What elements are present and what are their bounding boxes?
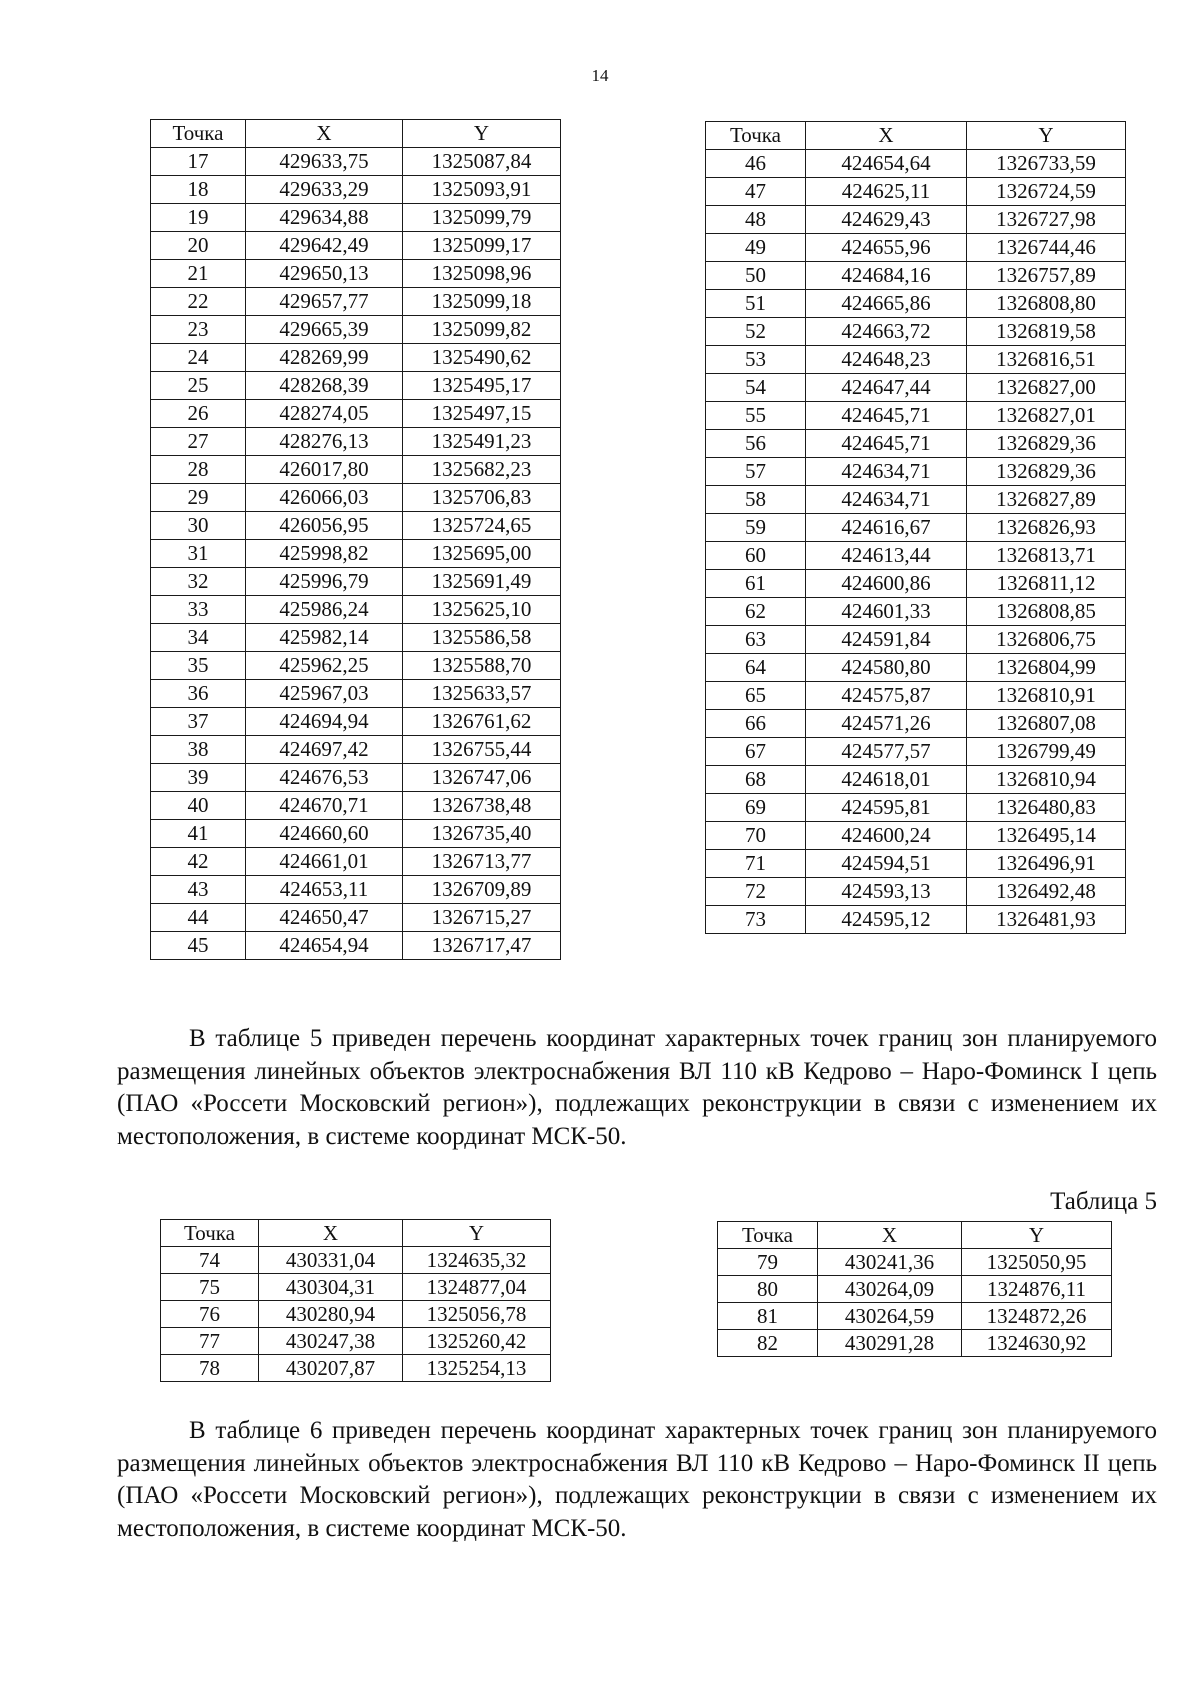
point-number-cell: 48: [706, 206, 806, 234]
table-row: [706, 766, 1126, 794]
y-coordinate-cell: 1326827,89: [967, 486, 1126, 514]
y-coordinate-cell: 1325056,78: [403, 1301, 551, 1328]
page-number: 14: [591, 66, 609, 85]
y-coordinate-cell: 1326496,91: [967, 850, 1126, 878]
y-coordinate-cell: 1326810,94: [967, 766, 1126, 794]
y-coordinate-cell: 1325586,58: [403, 624, 561, 652]
x-coordinate-cell: 424618,01: [806, 766, 967, 794]
table-row: [161, 1328, 551, 1355]
y-coordinate-cell: 1326727,98: [967, 206, 1126, 234]
x-coordinate-cell: 424653,11: [246, 876, 403, 904]
table-row: [151, 680, 561, 708]
x-coordinate-cell: 424645,71: [806, 430, 967, 458]
x-coordinate-cell: 428269,99: [246, 344, 403, 372]
point-number-cell: 54: [706, 374, 806, 402]
x-coordinate-cell: 430264,09: [818, 1276, 962, 1303]
point-number-cell: 69: [706, 794, 806, 822]
table-header-row: [706, 122, 1126, 150]
point-number-cell: 36: [151, 680, 246, 708]
y-coordinate-cell: 1326717,47: [403, 932, 561, 960]
point-number-cell: 33: [151, 596, 246, 624]
header-point: Точка: [151, 120, 246, 148]
y-coordinate-cell: 1325633,57: [403, 680, 561, 708]
x-coordinate-cell: 429665,39: [246, 316, 403, 344]
table-row: [706, 906, 1126, 934]
table-row: [718, 1249, 1112, 1276]
point-number-cell: 80: [718, 1276, 818, 1303]
point-number-cell: 78: [161, 1355, 259, 1382]
table-row: [151, 512, 561, 540]
y-coordinate-cell: 1325099,18: [403, 288, 561, 316]
x-coordinate-cell: 424660,60: [246, 820, 403, 848]
point-number-cell: 19: [151, 204, 246, 232]
table-row: [151, 400, 561, 428]
coordinates-table-top-right: [705, 121, 1126, 934]
table-row: [706, 570, 1126, 598]
header-y: Y: [403, 1220, 551, 1247]
y-coordinate-cell: 1325098,96: [403, 260, 561, 288]
x-coordinate-cell: 424661,01: [246, 848, 403, 876]
point-number-cell: 29: [151, 484, 246, 512]
point-number-cell: 44: [151, 904, 246, 932]
point-number-cell: 63: [706, 626, 806, 654]
header-point: Точка: [706, 122, 806, 150]
table-row: [706, 710, 1126, 738]
y-coordinate-cell: 1325497,15: [403, 400, 561, 428]
coordinates-table-5-right: [717, 1221, 1112, 1357]
table-header-row: [718, 1222, 1112, 1249]
x-coordinate-cell: 424663,72: [806, 318, 967, 346]
point-number-cell: 22: [151, 288, 246, 316]
table-row: [151, 568, 561, 596]
table-row: [151, 708, 561, 736]
table-row: [151, 848, 561, 876]
x-coordinate-cell: 424676,53: [246, 764, 403, 792]
table-row: [706, 318, 1126, 346]
point-number-cell: 58: [706, 486, 806, 514]
y-coordinate-cell: 1325260,42: [403, 1328, 551, 1355]
table-row: [706, 234, 1126, 262]
point-number-cell: 50: [706, 262, 806, 290]
y-coordinate-cell: 1325691,49: [403, 568, 561, 596]
table-row: [161, 1274, 551, 1301]
x-coordinate-cell: 430331,04: [259, 1247, 403, 1274]
x-coordinate-cell: 428268,39: [246, 372, 403, 400]
point-number-cell: 40: [151, 792, 246, 820]
x-coordinate-cell: 426056,95: [246, 512, 403, 540]
point-number-cell: 23: [151, 316, 246, 344]
y-coordinate-cell: 1325491,23: [403, 428, 561, 456]
header-y: Y: [962, 1222, 1112, 1249]
x-coordinate-cell: 424580,80: [806, 654, 967, 682]
point-number-cell: 60: [706, 542, 806, 570]
y-coordinate-cell: 1324872,26: [962, 1303, 1112, 1330]
x-coordinate-cell: 424594,51: [806, 850, 967, 878]
table-row: [706, 598, 1126, 626]
table-row: [718, 1303, 1112, 1330]
table-row: [151, 344, 561, 372]
point-number-cell: 59: [706, 514, 806, 542]
table-row: [718, 1276, 1112, 1303]
x-coordinate-cell: 425996,79: [246, 568, 403, 596]
point-number-cell: 51: [706, 290, 806, 318]
x-coordinate-cell: 424654,94: [246, 932, 403, 960]
point-number-cell: 76: [161, 1301, 259, 1328]
y-coordinate-cell: 1326715,27: [403, 904, 561, 932]
y-coordinate-cell: 1326808,85: [967, 598, 1126, 626]
table-row: [706, 654, 1126, 682]
x-coordinate-cell: 424595,81: [806, 794, 967, 822]
table-row: [706, 290, 1126, 318]
table-row: [706, 682, 1126, 710]
header-point: Точка: [718, 1222, 818, 1249]
point-number-cell: 25: [151, 372, 246, 400]
y-coordinate-cell: 1326813,71: [967, 542, 1126, 570]
x-coordinate-cell: 424616,67: [806, 514, 967, 542]
table-row: [151, 288, 561, 316]
point-number-cell: 17: [151, 148, 246, 176]
table-row: [706, 486, 1126, 514]
x-coordinate-cell: 424648,23: [806, 346, 967, 374]
point-number-cell: 34: [151, 624, 246, 652]
x-coordinate-cell: 424601,33: [806, 598, 967, 626]
y-coordinate-cell: 1325093,91: [403, 176, 561, 204]
x-coordinate-cell: 424654,64: [806, 150, 967, 178]
point-number-cell: 56: [706, 430, 806, 458]
y-coordinate-cell: 1325254,13: [403, 1355, 551, 1382]
point-number-cell: 53: [706, 346, 806, 374]
y-coordinate-cell: 1326799,49: [967, 738, 1126, 766]
y-coordinate-cell: 1325724,65: [403, 512, 561, 540]
point-number-cell: 26: [151, 400, 246, 428]
point-number-cell: 55: [706, 402, 806, 430]
table-row: [706, 822, 1126, 850]
x-coordinate-cell: 429657,77: [246, 288, 403, 316]
table-row: [151, 624, 561, 652]
point-number-cell: 46: [706, 150, 806, 178]
point-number-cell: 75: [161, 1274, 259, 1301]
point-number-cell: 27: [151, 428, 246, 456]
y-coordinate-cell: 1324876,11: [962, 1276, 1112, 1303]
table-row: [151, 260, 561, 288]
x-coordinate-cell: 424613,44: [806, 542, 967, 570]
point-number-cell: 67: [706, 738, 806, 766]
point-number-cell: 52: [706, 318, 806, 346]
point-number-cell: 31: [151, 540, 246, 568]
point-number-cell: 64: [706, 654, 806, 682]
table-row: [151, 204, 561, 232]
point-number-cell: 77: [161, 1328, 259, 1355]
x-coordinate-cell: 429633,29: [246, 176, 403, 204]
x-coordinate-cell: 425986,24: [246, 596, 403, 624]
y-coordinate-cell: 1326804,99: [967, 654, 1126, 682]
point-number-cell: 70: [706, 822, 806, 850]
x-coordinate-cell: 424647,44: [806, 374, 967, 402]
point-number-cell: 72: [706, 878, 806, 906]
point-number-cell: 30: [151, 512, 246, 540]
table-row: [706, 374, 1126, 402]
y-coordinate-cell: 1325087,84: [403, 148, 561, 176]
table-row: [706, 206, 1126, 234]
y-coordinate-cell: 1326724,59: [967, 178, 1126, 206]
y-coordinate-cell: 1325099,82: [403, 316, 561, 344]
y-coordinate-cell: 1325495,17: [403, 372, 561, 400]
x-coordinate-cell: 430247,38: [259, 1328, 403, 1355]
point-number-cell: 43: [151, 876, 246, 904]
point-number-cell: 21: [151, 260, 246, 288]
point-number-cell: 47: [706, 178, 806, 206]
x-coordinate-cell: 429650,13: [246, 260, 403, 288]
table-row: [151, 316, 561, 344]
x-coordinate-cell: 424625,11: [806, 178, 967, 206]
table-row: [161, 1247, 551, 1274]
y-coordinate-cell: 1326827,00: [967, 374, 1126, 402]
y-coordinate-cell: 1326709,89: [403, 876, 561, 904]
y-coordinate-cell: 1325695,00: [403, 540, 561, 568]
table-row: [151, 764, 561, 792]
x-coordinate-cell: 424593,13: [806, 878, 967, 906]
x-coordinate-cell: 426066,03: [246, 484, 403, 512]
y-coordinate-cell: 1326816,51: [967, 346, 1126, 374]
x-coordinate-cell: 428276,13: [246, 428, 403, 456]
y-coordinate-cell: 1326807,08: [967, 710, 1126, 738]
x-coordinate-cell: 429642,49: [246, 232, 403, 260]
y-coordinate-cell: 1326819,58: [967, 318, 1126, 346]
x-coordinate-cell: 428274,05: [246, 400, 403, 428]
x-coordinate-cell: 424575,87: [806, 682, 967, 710]
table-row: [706, 178, 1126, 206]
y-coordinate-cell: 1326829,36: [967, 458, 1126, 486]
y-coordinate-cell: 1324630,92: [962, 1330, 1112, 1357]
header-x: X: [806, 122, 967, 150]
y-coordinate-cell: 1325682,23: [403, 456, 561, 484]
table-row: [161, 1355, 551, 1382]
point-number-cell: 41: [151, 820, 246, 848]
x-coordinate-cell: 424595,12: [806, 906, 967, 934]
table-header-row: [151, 120, 561, 148]
header-x: X: [246, 120, 403, 148]
table-row: [151, 792, 561, 820]
table-row: [151, 540, 561, 568]
point-number-cell: 74: [161, 1247, 259, 1274]
x-coordinate-cell: 424600,24: [806, 822, 967, 850]
y-coordinate-cell: 1326733,59: [967, 150, 1126, 178]
table-row: [706, 402, 1126, 430]
x-coordinate-cell: 424600,86: [806, 570, 967, 598]
y-coordinate-cell: 1324635,32: [403, 1247, 551, 1274]
table-header-row: [161, 1220, 551, 1247]
table-row: [151, 176, 561, 204]
point-number-cell: 62: [706, 598, 806, 626]
table-row: [706, 430, 1126, 458]
x-coordinate-cell: 424634,71: [806, 458, 967, 486]
table-row: [151, 932, 561, 960]
x-coordinate-cell: 424665,86: [806, 290, 967, 318]
x-coordinate-cell: 425982,14: [246, 624, 403, 652]
table-row: [706, 150, 1126, 178]
x-coordinate-cell: 424577,57: [806, 738, 967, 766]
table-row: [151, 148, 561, 176]
table-row: [151, 372, 561, 400]
point-number-cell: 37: [151, 708, 246, 736]
y-coordinate-cell: 1326480,83: [967, 794, 1126, 822]
table-row: [706, 458, 1126, 486]
point-number-cell: 82: [718, 1330, 818, 1357]
point-number-cell: 81: [718, 1303, 818, 1330]
x-coordinate-cell: 424697,42: [246, 736, 403, 764]
table-row: [151, 652, 561, 680]
header-y: Y: [967, 122, 1126, 150]
y-coordinate-cell: 1325099,79: [403, 204, 561, 232]
y-coordinate-cell: 1326735,40: [403, 820, 561, 848]
y-coordinate-cell: 1325099,17: [403, 232, 561, 260]
table-row: [151, 596, 561, 624]
y-coordinate-cell: 1326492,48: [967, 878, 1126, 906]
y-coordinate-cell: 1326808,80: [967, 290, 1126, 318]
x-coordinate-cell: 424629,43: [806, 206, 967, 234]
table-row: [706, 542, 1126, 570]
y-coordinate-cell: 1326713,77: [403, 848, 561, 876]
point-number-cell: 18: [151, 176, 246, 204]
header-x: X: [259, 1220, 403, 1247]
x-coordinate-cell: 424670,71: [246, 792, 403, 820]
x-coordinate-cell: 424645,71: [806, 402, 967, 430]
x-coordinate-cell: 424650,47: [246, 904, 403, 932]
x-coordinate-cell: 430264,59: [818, 1303, 962, 1330]
x-coordinate-cell: 424684,16: [806, 262, 967, 290]
point-number-cell: 71: [706, 850, 806, 878]
point-number-cell: 42: [151, 848, 246, 876]
table-row: [706, 262, 1126, 290]
table-row: [151, 456, 561, 484]
header-y: Y: [403, 120, 561, 148]
coordinates-table-5-left: [160, 1219, 551, 1382]
y-coordinate-cell: 1326829,36: [967, 430, 1126, 458]
x-coordinate-cell: 424694,94: [246, 708, 403, 736]
x-coordinate-cell: 424591,84: [806, 626, 967, 654]
point-number-cell: 38: [151, 736, 246, 764]
point-number-cell: 24: [151, 344, 246, 372]
table-row: [706, 878, 1126, 906]
table-row: [161, 1301, 551, 1328]
table-row: [706, 850, 1126, 878]
table-row: [151, 736, 561, 764]
y-coordinate-cell: 1325050,95: [962, 1249, 1112, 1276]
y-coordinate-cell: 1326738,48: [403, 792, 561, 820]
y-coordinate-cell: 1326810,91: [967, 682, 1126, 710]
x-coordinate-cell: 425962,25: [246, 652, 403, 680]
point-number-cell: 79: [718, 1249, 818, 1276]
point-number-cell: 61: [706, 570, 806, 598]
y-coordinate-cell: 1326755,44: [403, 736, 561, 764]
y-coordinate-cell: 1326481,93: [967, 906, 1126, 934]
y-coordinate-cell: 1326761,62: [403, 708, 561, 736]
table-row: [706, 514, 1126, 542]
x-coordinate-cell: 429634,88: [246, 204, 403, 232]
point-number-cell: 20: [151, 232, 246, 260]
y-coordinate-cell: 1326747,06: [403, 764, 561, 792]
y-coordinate-cell: 1326495,14: [967, 822, 1126, 850]
table-row: [151, 820, 561, 848]
y-coordinate-cell: 1326806,75: [967, 626, 1126, 654]
point-number-cell: 39: [151, 764, 246, 792]
point-number-cell: 57: [706, 458, 806, 486]
point-number-cell: 73: [706, 906, 806, 934]
point-number-cell: 35: [151, 652, 246, 680]
coordinates-table-top-left: [150, 119, 561, 960]
y-coordinate-cell: 1325490,62: [403, 344, 561, 372]
y-coordinate-cell: 1326744,46: [967, 234, 1126, 262]
point-number-cell: 28: [151, 456, 246, 484]
table-row: [706, 346, 1126, 374]
x-coordinate-cell: 430280,94: [259, 1301, 403, 1328]
x-coordinate-cell: 430291,28: [818, 1330, 962, 1357]
table-row: [706, 738, 1126, 766]
table-row: [718, 1330, 1112, 1357]
header-x: X: [818, 1222, 962, 1249]
point-number-cell: 65: [706, 682, 806, 710]
y-coordinate-cell: 1325625,10: [403, 596, 561, 624]
x-coordinate-cell: 424634,71: [806, 486, 967, 514]
paragraph-table-6-intro: В таблице 6 приведен перечень координат характерных точек границ зон планируемого размещения линейных объектов электроснабжения ВЛ 110 кВ Кедрово – Наро-Фоминск II цепь (ПАО «Россети Московский регион»), подлежащих реконструкции в связи с изменением их местоположения, в системе координат МСК-50.: [117, 1417, 1157, 1542]
y-coordinate-cell: 1324877,04: [403, 1274, 551, 1301]
point-number-cell: 68: [706, 766, 806, 794]
x-coordinate-cell: 424571,26: [806, 710, 967, 738]
x-coordinate-cell: 424655,96: [806, 234, 967, 262]
header-point: Точка: [161, 1220, 259, 1247]
y-coordinate-cell: 1325588,70: [403, 652, 561, 680]
point-number-cell: 45: [151, 932, 246, 960]
x-coordinate-cell: 430241,36: [818, 1249, 962, 1276]
table-row: [151, 876, 561, 904]
x-coordinate-cell: 430304,31: [259, 1274, 403, 1301]
point-number-cell: 49: [706, 234, 806, 262]
table-row: [151, 428, 561, 456]
y-coordinate-cell: 1326811,12: [967, 570, 1126, 598]
table-row: [151, 232, 561, 260]
table-row: [706, 626, 1126, 654]
x-coordinate-cell: 430207,87: [259, 1355, 403, 1382]
y-coordinate-cell: 1325706,83: [403, 484, 561, 512]
x-coordinate-cell: 426017,80: [246, 456, 403, 484]
point-number-cell: 66: [706, 710, 806, 738]
x-coordinate-cell: 425998,82: [246, 540, 403, 568]
y-coordinate-cell: 1326827,01: [967, 402, 1126, 430]
y-coordinate-cell: 1326826,93: [967, 514, 1126, 542]
point-number-cell: 32: [151, 568, 246, 596]
table-row: [151, 484, 561, 512]
y-coordinate-cell: 1326757,89: [967, 262, 1126, 290]
x-coordinate-cell: 429633,75: [246, 148, 403, 176]
paragraph-table-5-intro: В таблице 5 приведен перечень координат характерных точек границ зон планируемого размещения линейных объектов электроснабжения ВЛ 110 кВ Кедрово – Наро-Фоминск I цепь (ПАО «Россети Московский регион»), подлежащих реконструкции в связи с изменением их местоположения, в системе координат МСК-50.: [117, 1025, 1157, 1150]
table-5-caption: Таблица 5: [1050, 1188, 1157, 1215]
x-coordinate-cell: 425967,03: [246, 680, 403, 708]
table-row: [706, 794, 1126, 822]
table-row: [151, 904, 561, 932]
